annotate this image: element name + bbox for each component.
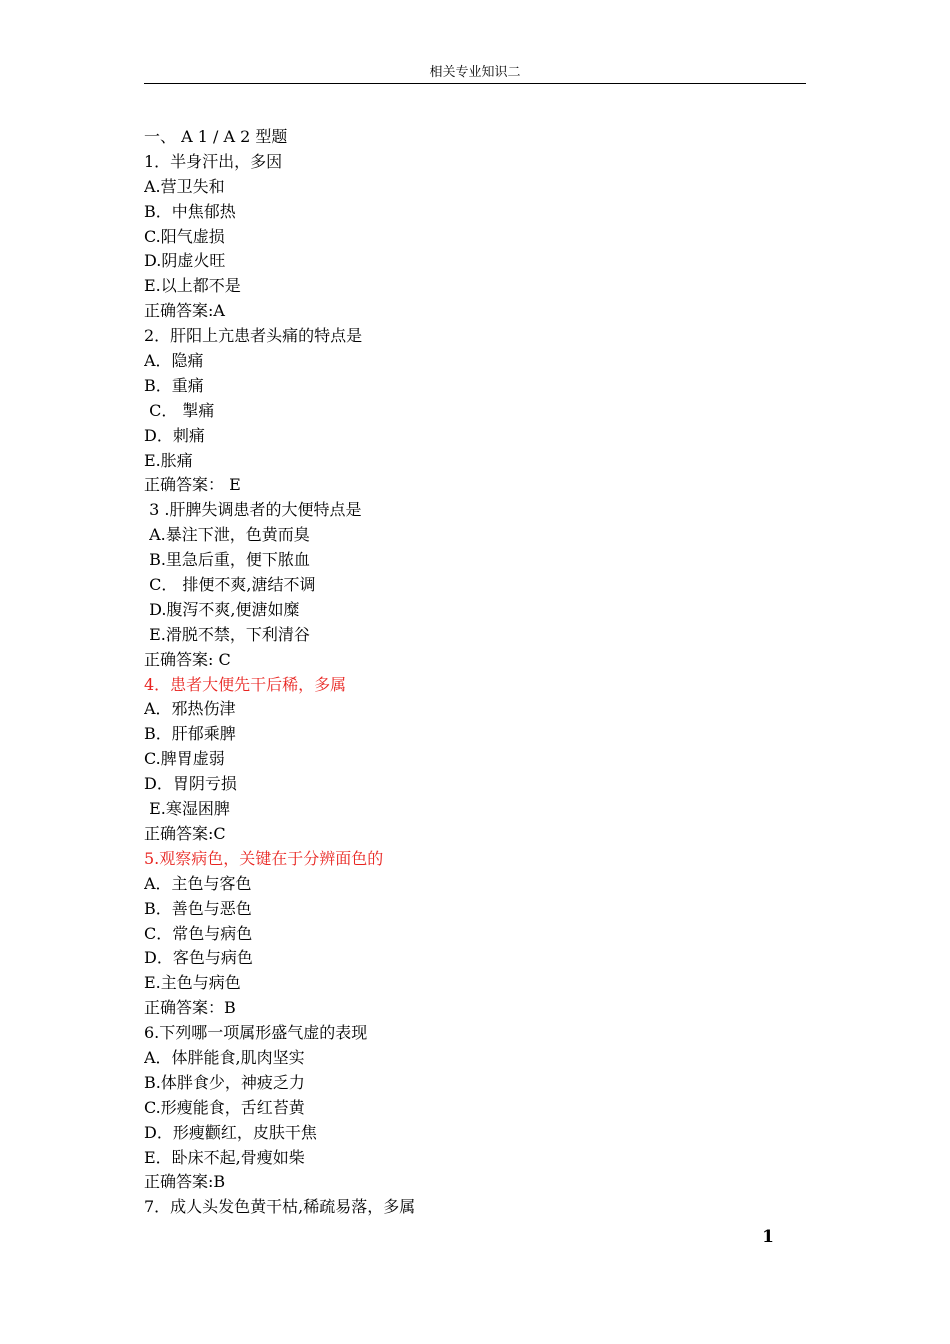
option-line: B．重痛: [144, 375, 204, 395]
option-line: C． 掣痛: [144, 400, 215, 420]
option-line: A.暴注下泄，色黄而臭: [144, 525, 310, 545]
option-line: E.胀痛: [144, 450, 193, 470]
answer-line: 正确答案:B: [144, 1172, 226, 1192]
option-line: C.形瘦能食，舌红苔黄: [144, 1097, 305, 1117]
option-line: A．隐痛: [144, 351, 204, 371]
option-line: C．常色与病色: [144, 923, 253, 943]
option-line: D.腹泻不爽,便溏如糜: [144, 599, 300, 619]
option-line: E.主色与病色: [144, 973, 241, 993]
question-line: 6.下列哪一项属形盛气虚的表现: [144, 1023, 368, 1043]
question-line: 3 .肝脾失调患者的大便特点是: [144, 500, 362, 520]
answer-line: 正确答案：B: [144, 998, 236, 1018]
option-line: D．胃阴亏损: [144, 774, 237, 794]
question-line: 1．半身汗出，多因: [144, 151, 283, 171]
document-body: [144, 125, 806, 1220]
option-line: D．客色与病色: [144, 948, 253, 968]
option-line: D．形瘦颧红，皮肤干焦: [144, 1122, 317, 1142]
answer-line: 正确答案： E: [144, 475, 241, 495]
answer-line: 正确答案:C: [144, 823, 226, 843]
answer-line: 正确答案: C: [144, 649, 231, 669]
question-line: 5.观察病色，关键在于分辨面色的: [144, 848, 384, 868]
option-line: C． 排便不爽,溏结不调: [144, 575, 316, 595]
option-line: B．中焦郁热: [144, 201, 236, 221]
option-line: B．善色与恶色: [144, 898, 252, 918]
header-divider: [144, 83, 806, 84]
option-line: A．体胖能食,肌肉坚实: [144, 1047, 305, 1067]
option-line: E．卧床不起,骨瘦如柴: [144, 1147, 305, 1167]
question-line: 2．肝阳上亢患者头痛的特点是: [144, 326, 363, 346]
option-line: B.体胖食少，神疲乏力: [144, 1072, 305, 1092]
option-line: D.阴虚火旺: [144, 251, 226, 271]
section-heading: 一、 A 1 / A 2 型题: [144, 127, 288, 146]
option-line: A．邪热伤津: [144, 699, 236, 719]
answer-line: 正确答案:A: [144, 301, 225, 321]
option-line: A．主色与客色: [144, 873, 252, 893]
option-line: B.里急后重，便下脓血: [144, 550, 310, 570]
option-line: A.营卫失和: [144, 176, 225, 196]
option-line: D．刺痛: [144, 425, 205, 445]
page-header-title: 相关专业知识二: [429, 65, 521, 80]
option-line: C.脾胃虚弱: [144, 749, 225, 769]
question-line: 7．成人头发色黄干枯,稀疏易落，多属: [144, 1197, 416, 1217]
option-line: E.滑脱不禁，下利清谷: [144, 624, 310, 644]
option-line: C.阳气虚损: [144, 226, 225, 246]
page-number: 1: [762, 1227, 774, 1247]
question-line: 4．患者大便先干后稀，多属: [144, 674, 347, 694]
option-line: E.以上都不是: [144, 276, 241, 296]
option-line: B．肝郁乘脾: [144, 724, 236, 744]
option-line: E.寒湿困脾: [144, 799, 230, 819]
